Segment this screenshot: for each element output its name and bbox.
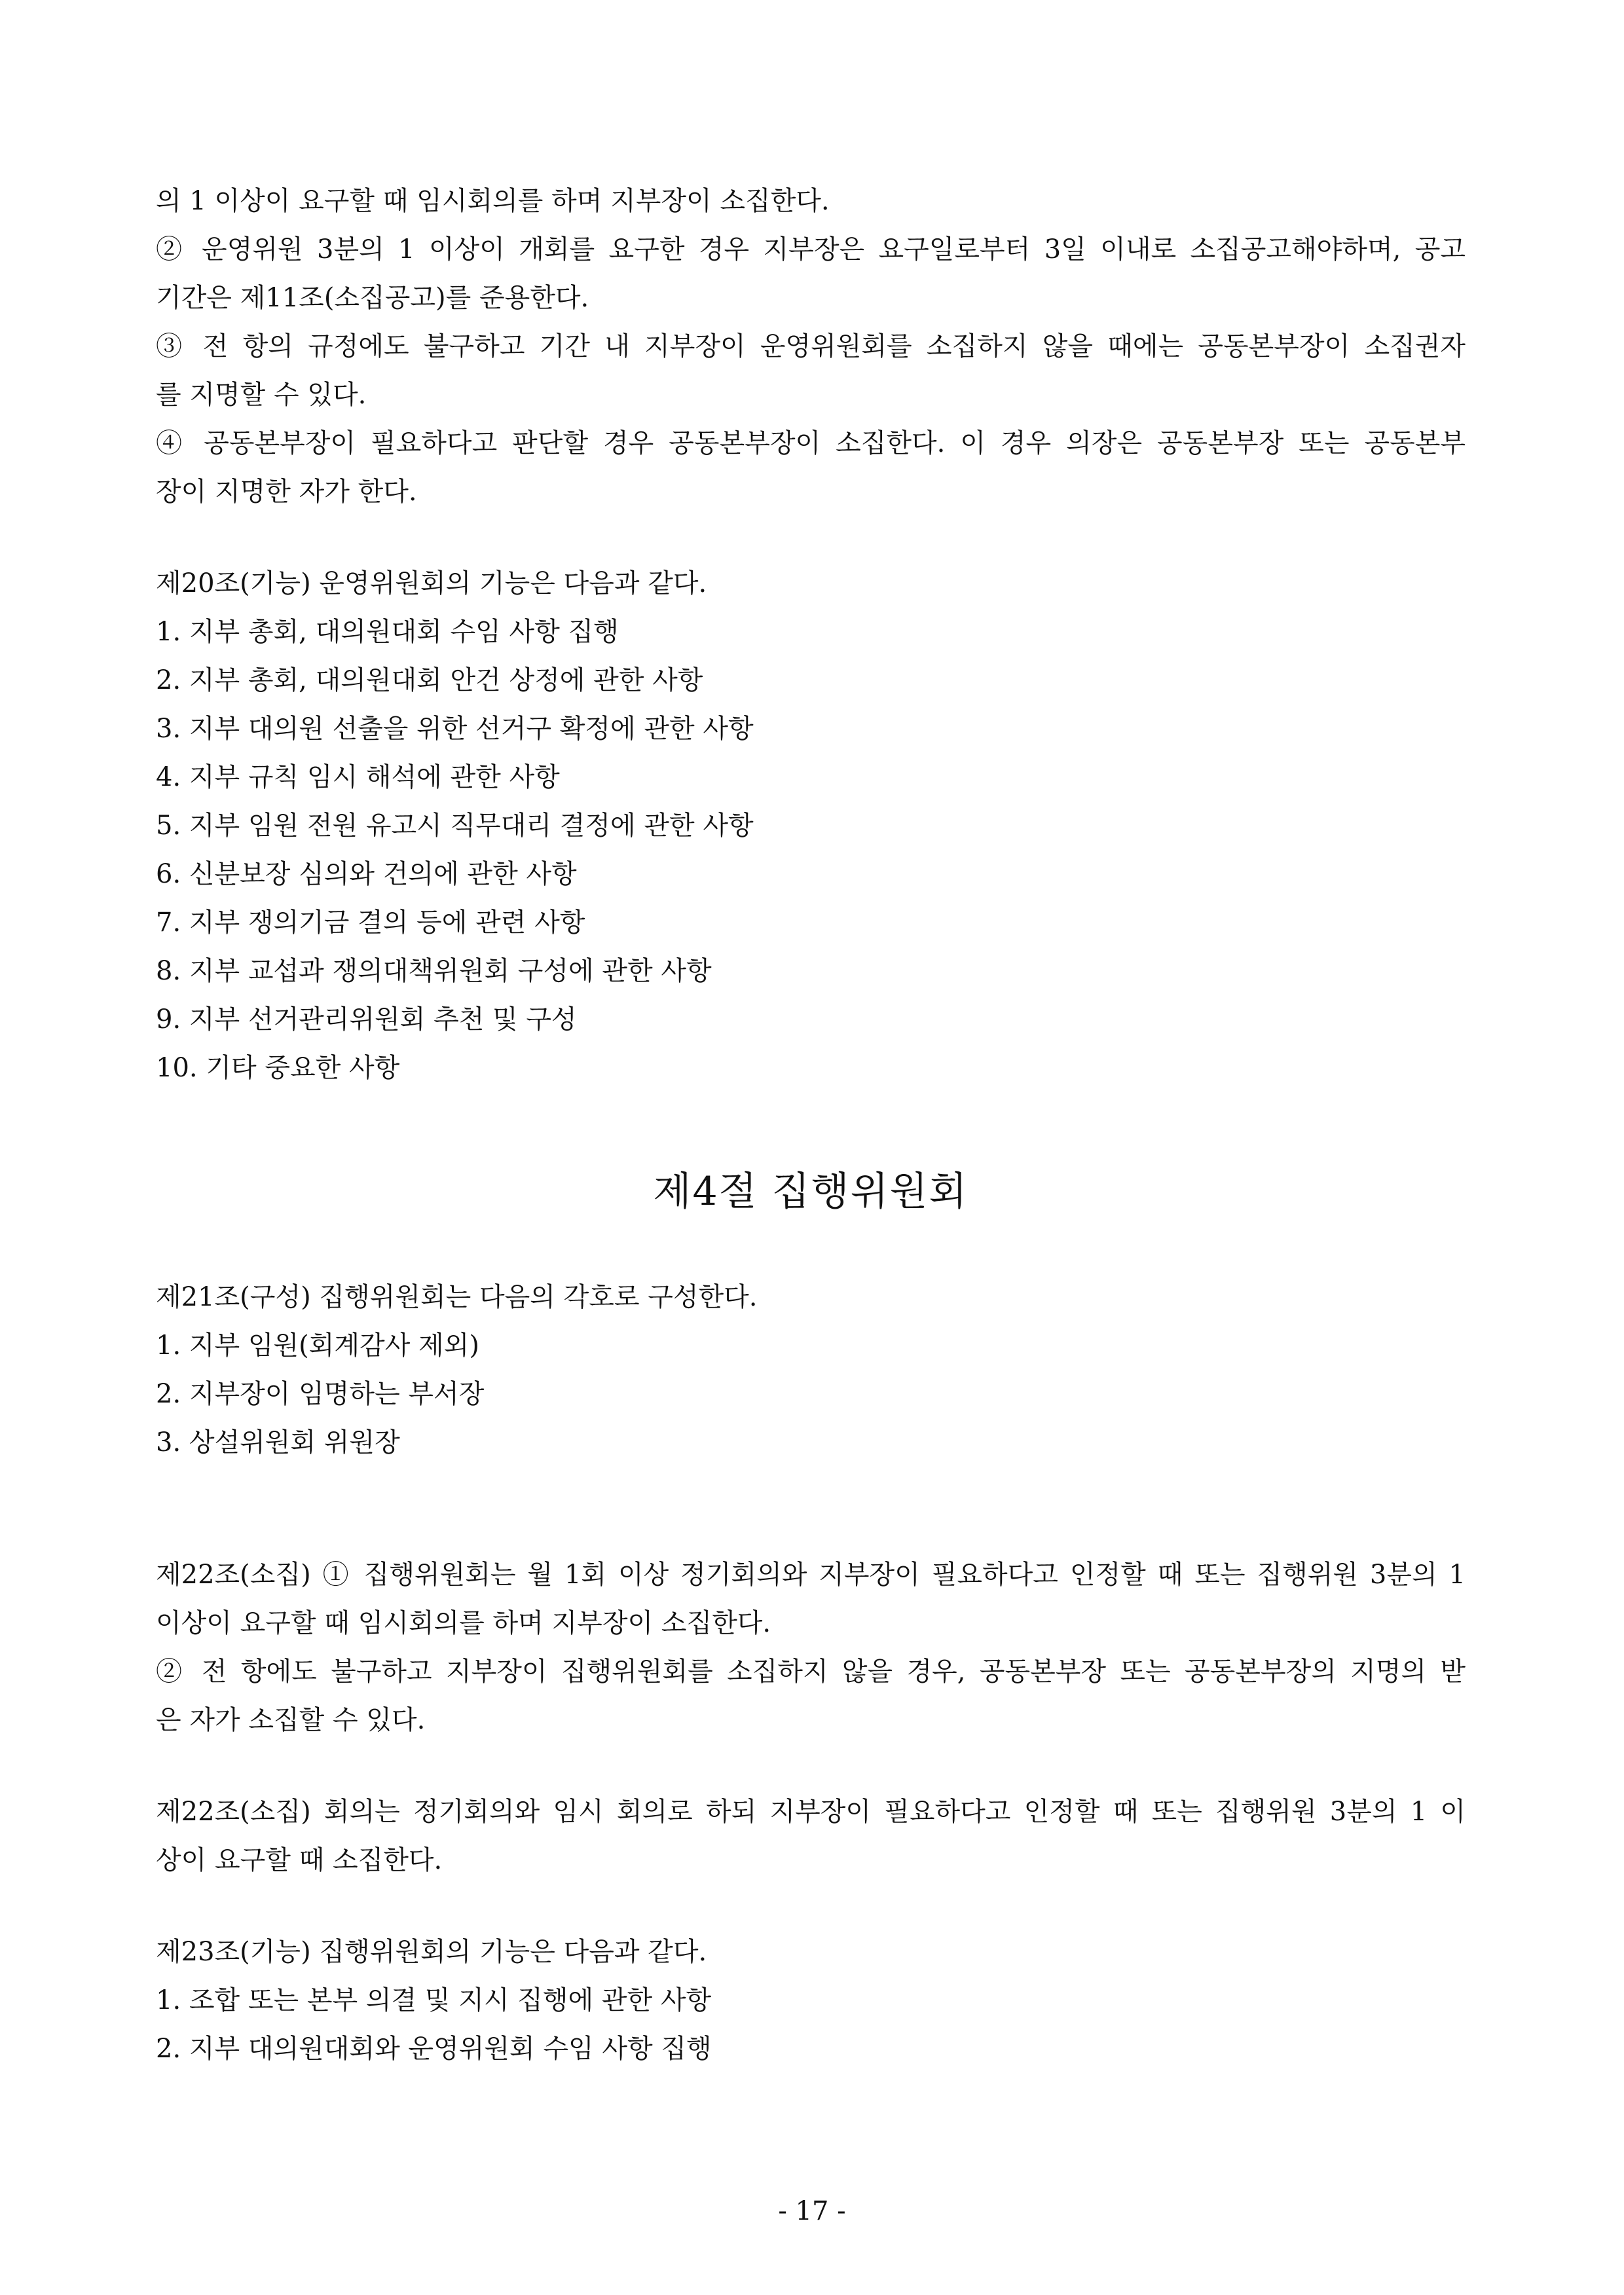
section-title: 제4절 집행위원회: [653, 1169, 969, 1215]
list-item: 6. 신분보장 심의와 건의에 관한 사항: [156, 859, 577, 889]
paragraph-line: 제22조(소집) ① 집행위원회는 월 1회 이상 정기회의와 지부장이 필요하다고 인정할 때 또는 집행위원 3분의 1: [156, 1560, 1466, 1590]
page-number: - 17 -: [778, 2196, 846, 2226]
article-heading: 제21조(구성) 집행위원회는 다음의 각호로 구성한다.: [156, 1282, 758, 1312]
list-item: 2. 지부장이 임명하는 부서장: [156, 1379, 485, 1409]
list-item: 1. 조합 또는 본부 의결 및 지시 집행에 관한 사항: [156, 1985, 712, 2015]
list-item: 8. 지부 교섭과 쟁의대책위원회 구성에 관한 사항: [156, 956, 712, 986]
paragraph-line: 를 지명할 수 있다.: [156, 380, 367, 410]
paragraph-line: 장이 지명한 자가 한다.: [156, 477, 417, 507]
list-item: 10. 기타 중요한 사항: [156, 1053, 400, 1083]
page-content: [156, 177, 1466, 2073]
article-heading: 제20조(기능) 운영위원회의 기능은 다음과 같다.: [156, 568, 707, 598]
list-item: 7. 지부 쟁의기금 결의 등에 관련 사항: [156, 908, 585, 938]
list-item: 3. 지부 대의원 선출을 위한 선거구 확정에 관한 사항: [156, 714, 754, 744]
paragraph-line: 의 1 이상이 요구할 때 임시회의를 하며 지부장이 소집한다.: [156, 186, 830, 216]
list-item: 2. 지부 총회, 대의원대회 안건 상정에 관한 사항: [156, 665, 703, 695]
list-item: 5. 지부 임원 전원 유고시 직무대리 결정에 관한 사항: [156, 811, 754, 841]
list-item: 3. 상설위원회 위원장: [156, 1427, 400, 1458]
list-item: 2. 지부 대의원대회와 운영위원회 수임 사항 집행: [156, 2034, 712, 2064]
paragraph-line: 은 자가 소집할 수 있다.: [156, 1705, 426, 1735]
article-heading: 제23조(기능) 집행위원회의 기능은 다음과 같다.: [156, 1937, 707, 1967]
paragraph-line: ② 운영위원 3분의 1 이상이 개회를 요구한 경우 지부장은 요구일로부터 3일 이내로 소집공고해야하며, 공고: [156, 234, 1466, 265]
paragraph-line: 제22조(소집) 회의는 정기회의와 임시 회의로 하되 지부장이 필요하다고 인정할 때 또는 집행위원 3분의 1 이: [156, 1797, 1466, 1827]
paragraph-line: ② 전 항에도 불구하고 지부장이 집행위원회를 소집하지 않을 경우, 공동본부장 또는 공동본부장의 지명의 받: [156, 1657, 1466, 1687]
paragraph-line: ③ 전 항의 규정에도 불구하고 기간 내 지부장이 운영위원회를 소집하지 않을 때에는 공동본부장이 소집권자: [156, 331, 1466, 361]
paragraph-line: 기간은 제11조(소집공고)를 준용한다.: [156, 283, 589, 313]
list-item: 4. 지부 규칙 임시 해석에 관한 사항: [156, 762, 560, 792]
article22-second: [156, 1788, 1466, 1884]
list-item: 1. 지부 총회, 대의원대회 수임 사항 집행: [156, 617, 619, 647]
article19-continuation: [156, 177, 1466, 516]
paragraph-line: 이상이 요구할 때 임시회의를 하며 지부장이 소집한다.: [156, 1608, 771, 1638]
paragraph-line: 상이 요구할 때 소집한다.: [156, 1845, 443, 1875]
list-item: 9. 지부 선거관리위원회 추천 및 구성: [156, 1004, 577, 1035]
article20: [156, 559, 1466, 1092]
article23: [156, 1928, 1466, 2073]
article21: [156, 1273, 1466, 1467]
list-item: 1. 지부 임원(회계감사 제외): [156, 1331, 479, 1361]
paragraph-line: ④ 공동본부장이 필요하다고 판단할 경우 공동본부장이 소집한다. 이 경우 의장은 공동본부장 또는 공동본부: [156, 428, 1466, 458]
article22-first: [156, 1551, 1466, 1744]
